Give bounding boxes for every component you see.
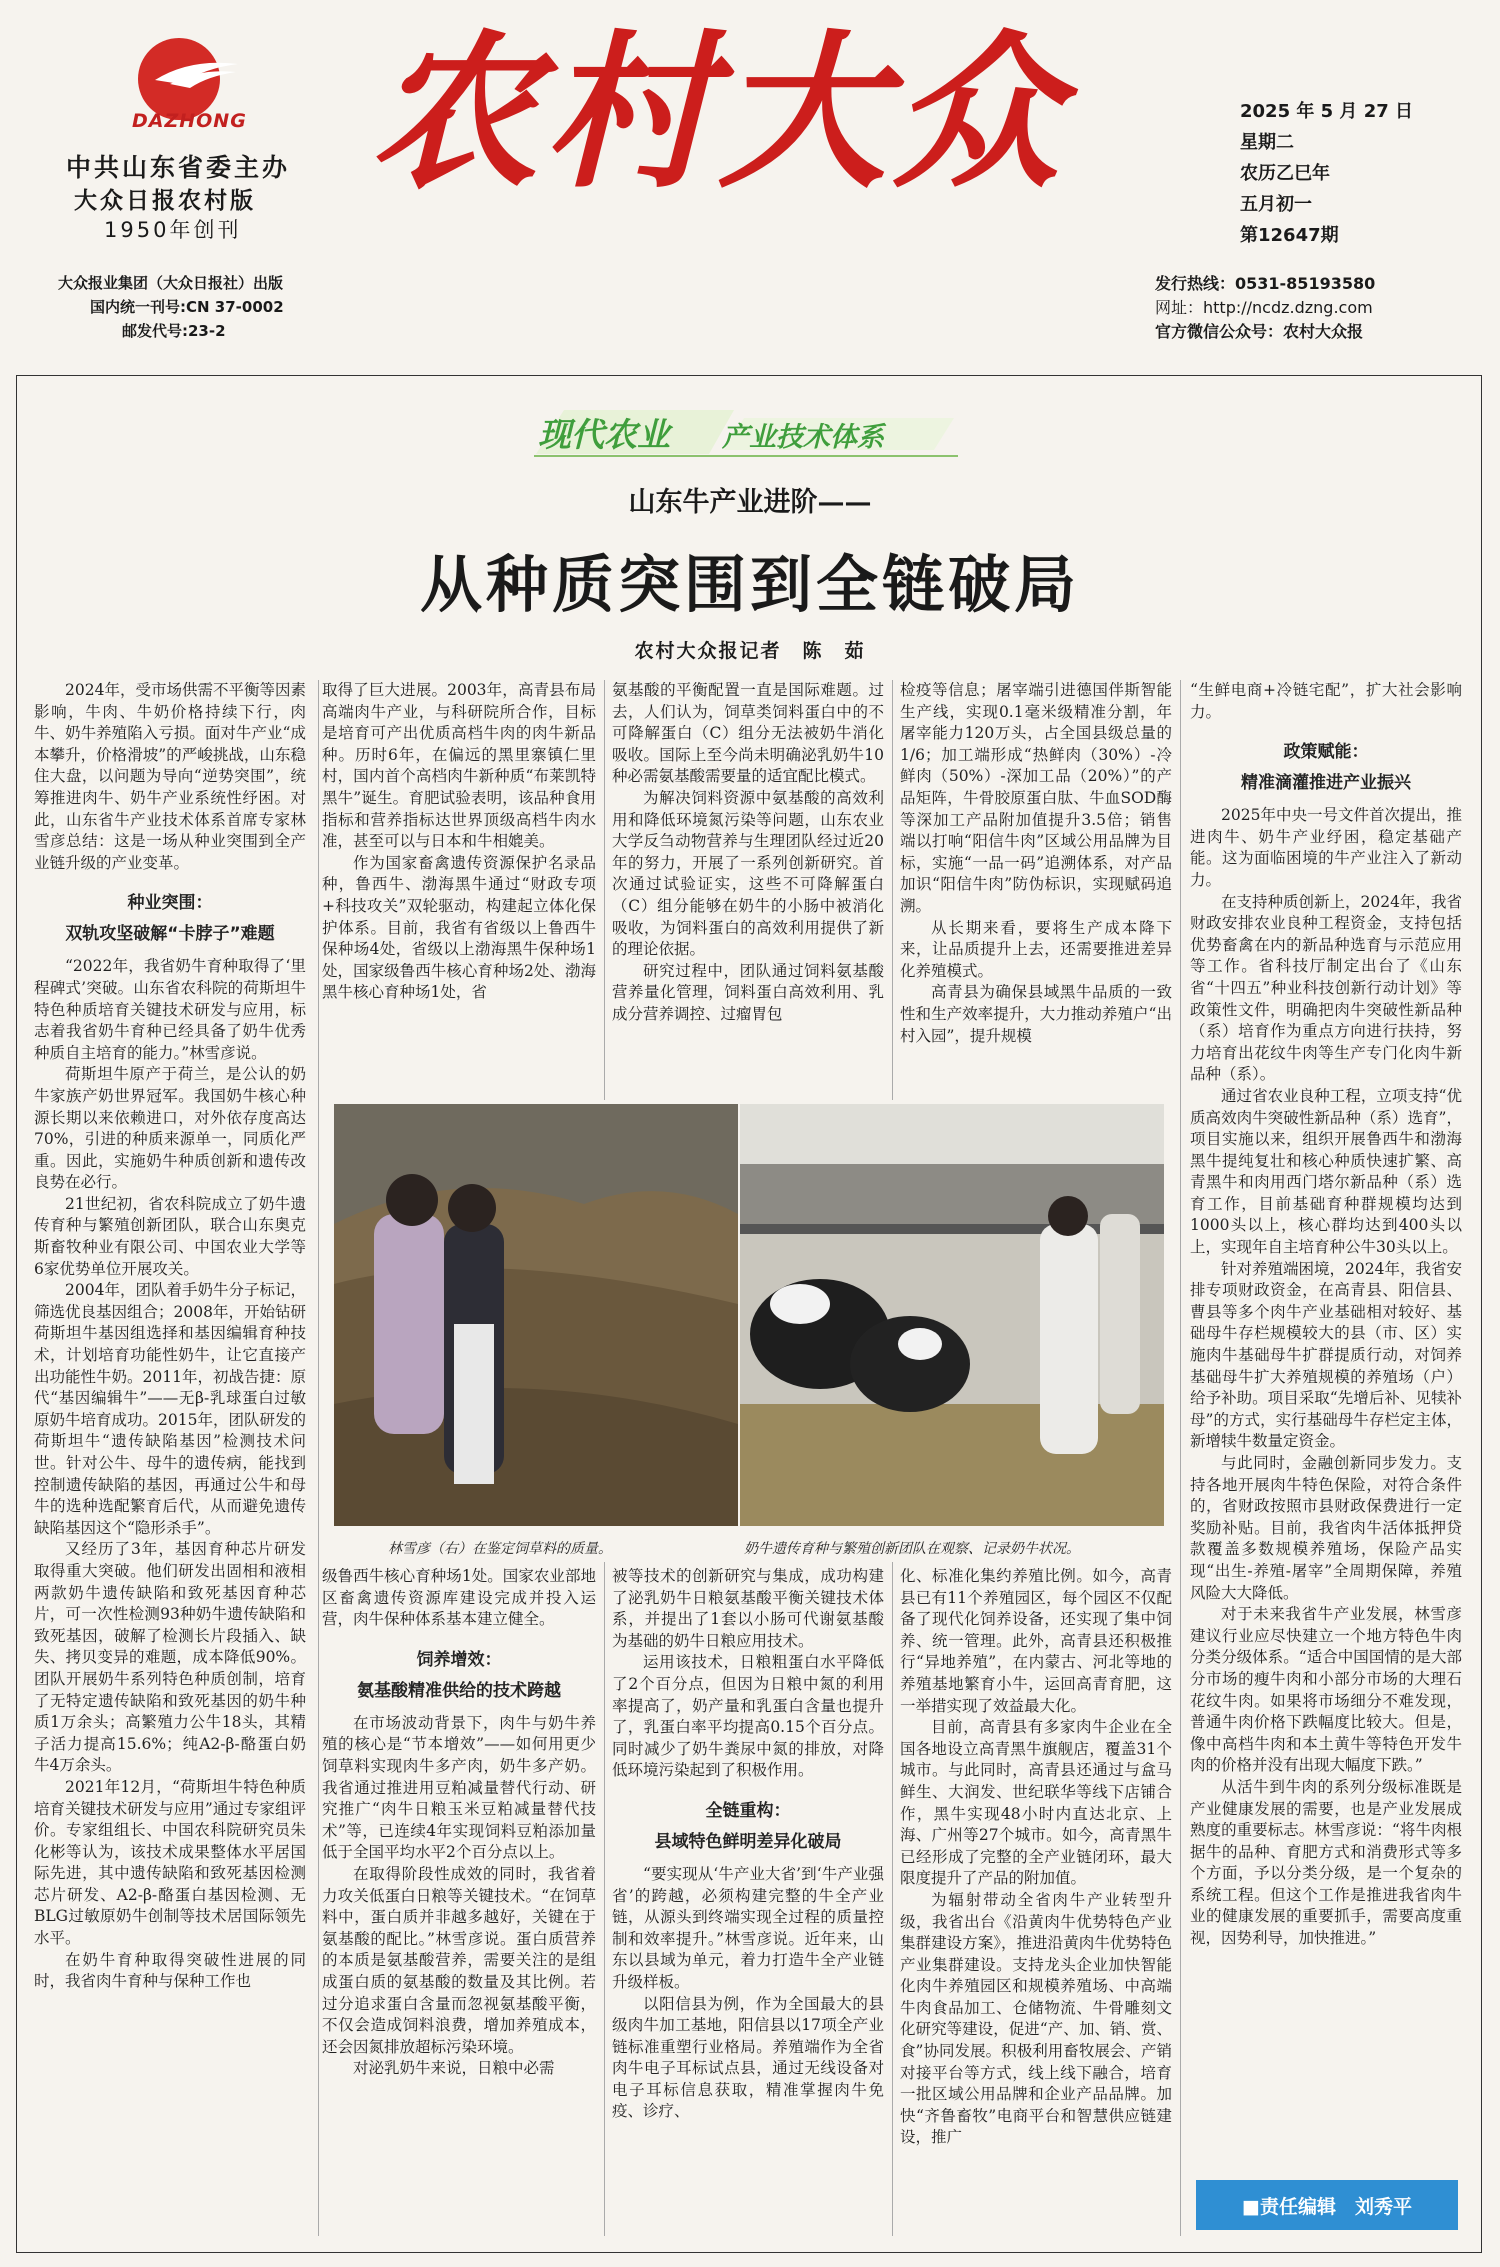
subhead: 饲养增效： [416,1649,502,1670]
subhead: 精准滴灌推进产业振兴 [1241,773,1411,794]
subhead: 政策赋能： [1283,742,1369,763]
lunar-year: 农历乙巳年 [1240,163,1330,184]
subhead: 双轨攻坚破解“卡脖子”难题 [65,924,275,945]
paragraph: 在支持种质创新上，2024年，我省财政安排农业良种工程资金，支持包括优势畜禽在内的新品种选育与示范应用等工作。省科技厅制定出台了《山东省“十四五”种业科技创新行动计划》等政策性文件，明确把肉牛突破性新品种（系）培育作为重点方向进行扶持，努力培育出花纹牛肉等生产专门化肉牛新品种（系）。 [1190,892,1462,1084]
column-rule [604,1562,605,2236]
paragraph: 2021年12月，“荷斯坦牛特色种质培育关键技术研发与应用”通过专家组评价。专家组组长、中国农科院研究员朱化彬等认为，该技术成果整体水平居国际先进，其中遗传缺陷和致死基因检测芯片研发、A2-β-酪蛋白基因检测、无BLG过敏原奶牛创制等技术居国际领先水平。 [34,1777,306,1948]
article-column-4 [900,680,1172,1092]
photo-feed-inspection-image [334,1104,738,1526]
article-column-3 [612,680,884,1092]
paragraph: 作为国家畜禽遗传资源保护名录品种，鲁西牛、渤海黑牛通过“财政专项+科技攻关”双轮驱动，构建起立体化保护体系。目前，我省有省级以上鲁西牛保种场4处，省级以上渤海黑牛保种场1处，国家级鲁西牛核心育种场2处、渤海黑牛核心育种场1处，省 [322,853,596,1002]
article-column-2 [322,680,596,1092]
paragraph: 对泌乳奶牛来说，日粮中必需 [353,2059,555,2078]
postal-code: 邮发代号:23-2 [122,322,226,340]
paragraph: 在市场波动背景下，肉牛与奶牛养殖的核心是“节本增效”——如何用更少饲草料实现肉牛多产肉，奶牛多产奶。我省通过推进用豆粕减量替代行动、研究推广“肉牛日粮玉米豆粕减量替代技术”等，已连续4年实现饲料豆粕添加量低于全国平均水平2个百分点以上。 [322,1713,596,1862]
column-rule [892,1562,893,2236]
paragraph: 又经历了3年，基因育种芯片研发取得重大突破。他们研发出固相和液相两款奶牛遗传缺陷和致死基因育种芯片，可一次性检测93种奶牛遗传缺陷和致死基因，破解了检测长片段插入、缺失、拷贝变异的难题，成本降低90%。团队开展奶牛系列特色种质创制，培育了无特定遗传缺陷和致死基因的奶牛种质1万余头；高繁殖力公牛18头，其精子活力提高15.6%；纯A2-β-酪蛋白奶牛4万余头。 [34,1540,306,1775]
paragraph: 从活牛到牛肉的系列分级标准既是产业健康发展的需要，也是产业发展成熟度的重要标志。林雪彦说：“将牛肉根据牛的品种、育肥方式和消费形式等多个方面，予以分类分级，是一个复杂的系统工程。但这个工作是推进我省肉牛业的健康发展的重要抓手，需要高度重视，因势利导，加快推进。” [1190,1777,1462,1948]
subhead: 县域特色鲜明差异化破局 [654,1831,842,1852]
paragraph: 在奶牛育种取得突破性进展的同时，我省肉牛育种与保种工作也 [34,1950,306,1991]
founded: 1950年创刊 [104,218,242,242]
issue-number: 第12647期 [1240,225,1339,246]
paragraph: 21世纪初，省农科院成立了奶牛遗传育种与繁殖创新团队，联合山东奥克斯畜牧种业有限公司、中国农业大学等6家优势单位开展攻关。 [34,1194,306,1278]
organizer: 中共山东省委主办 [66,153,291,182]
column-rule [604,680,605,1100]
paragraph: 2004年，团队着手奶牛分子标记，筛选优良基因组合；2008年，开始钻研荷斯坦牛基因组选择和基因编辑育种技术，计划培育功能性奶牛，让它直接产出功能性牛奶。2011年，初战告捷：原代“基因编辑牛”——无β-乳球蛋白过敏原奶牛培育成功。2015年，团队研发的荷斯坦牛“遗传缺陷基因”检测技术问世。针对公牛、母牛的遗传病，能找到控制遗传缺陷的基因，再通过公牛和母牛的选种选配繁育后代，从而避免遗传缺陷基因这个“隐形杀手”。 [34,1281,306,1537]
subhead: 氨基酸精准供给的技术跨越 [357,1680,561,1701]
paragraph: 氨基酸的平衡配置一直是国际难题。过去，人们认为，饲草类饲料蛋白中的不可降解蛋白（C）组分无法被奶牛消化吸收。国际上至今尚未明确泌乳奶牛10种必需氨基酸需要量的适宜配比模式。 [612,681,884,786]
paragraph: 对于未来我省牛产业发展，林雪彦建议行业应尽快建立一个地方特色牛肉分类分级体系。“适合中国国情的是大部分市场的瘦牛肉和小部分市场的大理石花纹牛肉。如果将市场细分不难发现，普通牛肉价格下跌幅度比较大。但是，像中高档牛肉和本土黄牛等特色开发牛肉的价格并没有出现大幅度下跌。” [1190,1605,1462,1775]
article-column-2-lower [322,1566,596,2236]
paragraph: 研究过程中，团队通过饲料氨基酸营养量化管理，饲料蛋白高效利用、乳成分营养调控、过瘤胃包 [612,961,884,1023]
column-rule [892,680,893,1100]
photo-caption-1: 林雪彦（右）在鉴定饲草料的质量。 [388,1541,612,1557]
paragraph: 在取得阶段性成效的同时，我省着力攻关低蛋白日粮等关键技术。“在饲草料中，蛋白质并非越多越好，关键在于氨基酸的配比。”林雪彦说。蛋白质营养的本质是氨基酸营养，需要关注的是组成蛋白质的氨基酸的数量及其比例。若过分追求蛋白含量而忽视氨基酸平衡，不仅会造成饲料浪费，增加养殖成本，还会因氮排放超标污染环境。 [322,1864,596,2056]
lunar-day: 五月初一 [1240,194,1312,215]
article-column-5 [1190,680,1462,2170]
article-column-1 [34,680,306,2236]
paragraph: 为解决饲料资源中氨基酸的高效利用和降低环境氮污染等问题，山东农业大学反刍动物营养与生理团队经过近20年的努力，开展了一系列创新研究。首次通过试验证实，这些不可降解蛋白（C）组分能够在奶牛的小肠中被消化吸收，为饲料蛋白的高效利用提供了新的理论依据。 [612,788,884,959]
paragraph: “2022年，我省奶牛育种取得了‘里程碑式’突破。山东省农科院的荷斯坦牛特色种质培育关键技术研发与应用，标志着我省奶牛育种已经具备了奶牛优秀种质自主培育的能力。”林雪彦说。 [34,957,306,1062]
subhead: 种业突围： [127,893,213,914]
publisher: 大众报业集团（大众日报社）出版 [58,274,284,292]
section-name-a: 现代农业 [538,415,670,454]
paragraph: 被等技术的创新研究与集成，成功构建了泌乳奶牛日粮氨基酸平衡关键技术体系，并提出了1套以小肠可代谢氨基酸为基础的奶牛日粮应用技术。 [612,1567,884,1650]
paragraph: 2024年，受市场供需不平衡等因素影响，牛肉、牛奶价格持续下行，肉牛、奶牛养殖陷入亏损。面对牛产业“成本攀升，价格滑坡”的严峻挑战，山东稳住大盘，以问题为导向“逆势突围”，统筹推进肉牛、奶牛产业系统性纾困。对此，山东省牛产业技术体系首席专家林雪彦总结：这是一场从种业突围到全产业链升级的产业变革。 [34,681,306,872]
photo-cattle-barn [740,1104,1164,1526]
paragraph: 以阳信县为例，作为全国最大的县级肉牛加工基地，阳信县以17项全产业链标准重塑行业格局。养殖端作为全省肉牛电子耳标试点县，通过无线设备对电子耳标信息获取，精准掌握肉牛免疫、诊疗、 [612,1994,884,2121]
weekday: 星期二 [1240,132,1294,153]
hotline: 发行热线：0531-85193580 [1155,274,1376,293]
paragraph: 运用该技术，日粮粗蛋白水平降低了2个百分点，但因为日粮中氮的利用率提高了，奶产量和乳蛋白含量也提升了，乳蛋白率平均提高0.15个百分点。同时减少了奶牛粪尿中氮的排放，对降低环境污染起到了积极作用。 [612,1653,884,1780]
contact-block [1155,272,1375,344]
paragraph: 针对养殖端困境，2024年，我省安排专项财政资金，在高青县、阳信县、曹县等多个肉牛产业基础相对较好、基础母牛存栏规模较大的县（市、区）实施肉牛基础母牛扩群提质行动，对饲养基础母牛扩大养殖规模的养殖场（户）给予补助。项目采取“先增后补、见犊补母”的方式，实行基础母牛存栏定主体，新增犊牛数量定资金。 [1190,1259,1462,1451]
article-byline: 农村大众报记者 陈 茹 [634,640,866,662]
column-rule [1180,680,1181,2236]
paragraph: “生鲜电商+冷链宅配”，扩大社会影响力。 [1190,681,1462,721]
paragraph: 检疫等信息；屠宰端引进德国伴斯智能生产线，实现0.1毫米级精准分割，年屠宰能力120万头，占全国县级总量的1/6；加工端形成“热鲜肉（30%）-冷鲜肉（50%）-深加工品（20%）”的产品矩阵，牛骨胶原蛋白肽、牛血SOD酶等深加工产品附加值提升3.5倍；销售端以打响“阳信牛肉”区域公用品牌为目标，实施“一品一码”追溯体系，对产品加识“阳信牛肉”防伪标识，实现赋码追溯。 [900,681,1172,915]
paragraph: 化、标准化集约养殖比例。如今，高青县已有11个养殖园区，每个园区不仅配备了现代化饲养设备，还实现了集中饲养、统一管理。此外，高青县还积极推行“异地养殖”，在内蒙古、河北等地的养殖基地繁育小牛，运回高青育肥，这一举措实现了效益最大化。 [900,1567,1172,1715]
section-name-b: 产业技术体系 [722,422,884,453]
logo-wing-icon [150,58,240,88]
paragraph: 为辐射带动全省肉牛产业转型升级，我省出台《沿黄肉牛优势特色产业集群建设方案》，推进沿黄肉牛优势特色产业集群建设。支持龙头企业加快智能化肉牛养殖园区和规模养殖场、中高端牛肉食品加工、仓储物流、牛骨雕刻文化研究等建设，促进“产、加、销、赏、食”协同发展。积极利用畜牧展会、产销对接平台等方式，线上线下融合，培育一批区域公用品牌和企业产品品牌。加快“齐鲁畜牧”电商平台和智慧供应链建设，推广 [900,1890,1172,2147]
article-headline: 从种质突围到全链破局 [419,548,1080,621]
paragraph: 目前，高青县有多家肉牛企业在全国各地设立高青黑牛旗舰店，覆盖31个城市。与此同时，高青县还通过与盒马鲜生、大润发、世纪联华等线下店铺合作，黑牛实现48小时内直达北京、上海、广州等27个城市。如今，高青黑牛已经形成了完整的全产业链闭环，最大限度提升了产品的附加值。 [900,1718,1172,1888]
issn: 国内统一刊号:CN 37-0002 [90,298,284,316]
paragraph: 高青县为确保县域黑牛品质的一致性和生产效率提升，大力推动养殖户“出村入园”，提升规模 [900,983,1172,1045]
wechat: 官方微信公众号：农村大众报 [1155,322,1364,341]
date: 2025 年 5 月 27 日 [1240,101,1414,122]
photo-caption-2: 奶牛遗传育种与繁殖创新团队在观察、记录奶牛状况。 [744,1541,1080,1557]
paragraph: 2025年中央一号文件首次提出，推进肉牛、奶牛产业纾困，稳定基础产能。这为面临困境的牛产业注入了新动力。 [1190,806,1462,889]
website[interactable]: 网址：http://ncdz.dzng.com [1155,298,1373,317]
paragraph: 荷斯坦牛原产于荷兰，是公认的奶牛家族产奶世界冠军。我国奶牛核心种源长期以来依赖进口，对外依存度高达70%，引进的种质来源单一，同质化严重。因此，实施奶牛种质创新和遗传改良势在必行。 [34,1065,306,1192]
paper-name: 农村大众 [370,13,1066,211]
article-column-4-lower [900,1566,1172,2236]
editor-credit: ■责任编辑 刘秀平 [1196,2180,1458,2230]
column-rule [318,680,319,2236]
paragraph: 与此同时，金融创新同步发力。支持各地开展肉牛特色保险，对符合条件的，省财政按照市县财政保费进行一定奖励补贴。目前，我省肉牛活体抵押贷款覆盖多数规模养殖场，保险产品实现“出生-养殖-屠宰”全周期保障，养殖风险大大降低。 [1190,1454,1462,1602]
paragraph: 从长期来看，要将生产成本降下来，让品质提升上去，还需要推进差异化养殖模式。 [900,918,1172,980]
logo-text: DAZHONG [132,110,247,132]
paragraph: “要实现从‘牛产业大省’到‘牛产业强省’的跨越，必须构建完整的牛全产业链，从源头到终端实现全过程的质量控制和效率提升。”林雪彦说。近年来，山东以县域为单元，着力打造牛全产业链升级样板。 [612,1864,884,1991]
photo-cattle-barn-image [740,1104,1164,1526]
paragraph: 级鲁西牛核心育种场1处。国家农业部地区畜禽遗传资源库建设完成并投入运营，肉牛保种体系基本建立健全。 [322,1567,596,1629]
section-banner [534,404,958,458]
paragraph: 取得了巨大进展。2003年，高青县布局高端肉牛产业，与科研院所合作，目标是培育可产出优质高档牛肉的肉牛新品种。历时6年，在偏远的黑里寨镇仁里村，国内首个高档肉牛新种质“布莱凯特黑牛”诞生。育肥试验表明，该品种食用指标和营养指标达世界顶级高档牛肉水准，甚至可以与日本和牛相媲美。 [322,681,596,851]
article-column-3-lower [612,1566,884,2236]
photo-feed-inspection [334,1104,738,1526]
date-block [1240,96,1413,251]
subhead: 全链重构： [705,1800,791,1821]
paragraph: 通过省农业良种工程，立项支持“优质高效肉牛突破性新品种（系）选育”，项目实施以来，组织开展鲁西牛和渤海黑牛提纯复壮和核心种质快速扩繁、高青黑牛和肉用西门塔尔新品种（系）选育工作，目前基础育种群规模均达到1000头以上，核心群均达到400头以上，实现年自主培育种公牛30头以上。 [1190,1086,1462,1257]
article-kicker: 山东牛产业进阶—— [628,487,872,518]
edition: 大众日报农村版 [74,188,256,214]
